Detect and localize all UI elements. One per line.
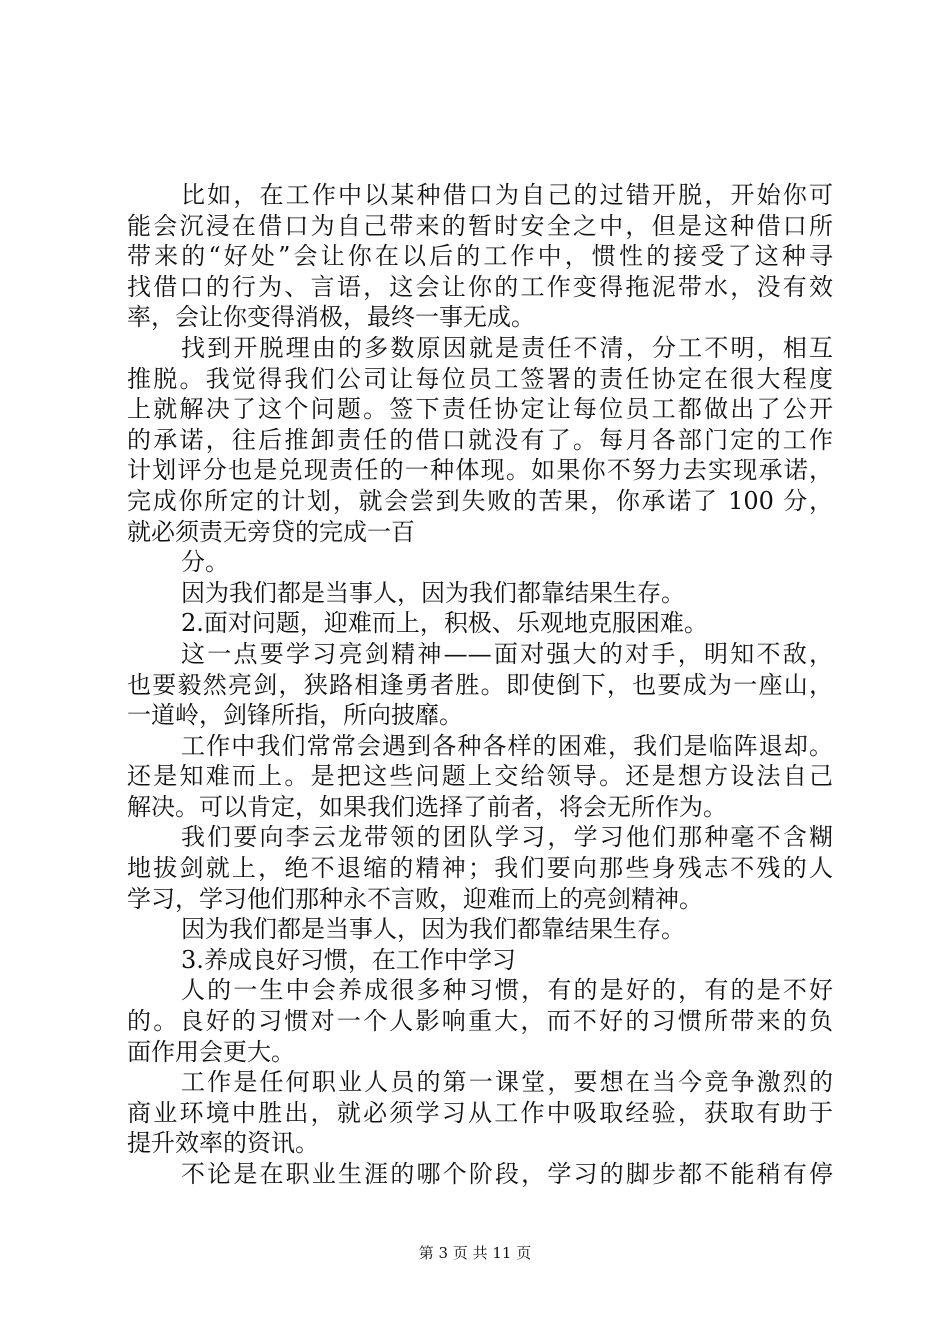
text-line: 2.面对问题，迎难而上，积极、乐观地克服困难。	[181, 609, 708, 638]
text-line: 人的一生中会养成很多种习惯，有的是好的，有的是不好	[181, 976, 833, 1005]
text-line: 3.养成良好习惯，在工作中学习	[181, 945, 516, 974]
text-line: 还是知难而上。是把这些问题上交给领导。还是想方设法自己	[127, 762, 833, 791]
text-line: 这一点要学习亮剑精神——面对强大的对手，明知不敌，	[181, 639, 833, 668]
text-line: 推脱。我觉得我们公司让每位员工签署的责任协定在很大程度	[127, 364, 833, 393]
text-line: 因为我们都是当事人，因为我们都靠结果生存。	[181, 915, 685, 944]
text-line: 工作是任何职业人员的第一课堂，要想在当今竞争激烈的	[181, 1068, 833, 1097]
text-line: 的承诺，往后推卸责任的借口就没有了。每月各部门定的工作	[127, 425, 833, 454]
text-line: 不论是在职业生涯的哪个阶段，学习的脚步都不能稍有停	[181, 1160, 833, 1188]
text-line: 商业环境中胜出，就必须学习从工作中吸取经验，获取有助于	[127, 1098, 833, 1127]
text-line: 地拔剑就上，绝不退缩的精神；我们要向那些身残志不残的人	[127, 854, 833, 883]
text-line: 也要毅然亮剑，狭路相逢勇者胜。即使倒下，也要成为一座山，	[127, 670, 833, 699]
text-line: 找到开脱理由的多数原因就是责任不清，分工不明，相互	[181, 333, 833, 362]
text-line: 带来的“好处”会让你在以后的工作中，惯性的接受了这种寻	[127, 242, 833, 271]
text-line: 找借口的行为、言语，这会让你的工作变得拖泥带水，没有效	[127, 272, 833, 301]
text-line: 因为我们都是当事人，因为我们都靠结果生存。	[181, 578, 685, 607]
text-line: 一道岭，剑锋所指，所向披靡。	[127, 701, 463, 730]
text-line: 提升效率的资讯。	[127, 1129, 319, 1158]
text-line: 就必须责无旁贷的完成一百	[127, 517, 415, 546]
text-line: 完成你所定的计划，就会尝到失败的苦果，你承诺了 100 分，	[127, 486, 833, 515]
text-line: 分。	[181, 548, 229, 577]
text-line: 能会沉浸在借口为自己带来的暂时安全之中，但是这种借口所	[127, 211, 833, 240]
text-line: 的。良好的习惯对一个人影响重大，而不好的习惯所带来的负	[127, 1007, 833, 1036]
text-line: 上就解决了这个问题。签下责任协定让每位员工都做出了公开	[127, 395, 833, 424]
text-line: 率，会让你变得消极，最终一事无成。	[127, 303, 535, 332]
document-body	[127, 180, 833, 1190]
page-footer: 第 3 页 共 11 页	[418, 1244, 532, 1262]
text-line: 我们要向李云龙带领的团队学习，学习他们那种毫不含糊	[181, 823, 833, 852]
text-line: 比如，在工作中以某种借口为自己的过错开脱，开始你可	[181, 181, 833, 209]
text-line: 工作中我们常常会遇到各种各样的困难，我们是临阵退却。	[181, 731, 833, 760]
text-line: 解决。可以肯定，如果我们选择了前者，将会无所作为。	[127, 792, 727, 821]
text-line: 计划评分也是兑现责任的一种体现。如果你不努力去实现承诺，	[127, 456, 833, 485]
text-line: 学习，学习他们那种永不言败，迎难而上的亮剑精神。	[127, 884, 703, 913]
text-line: 面作用会更大。	[127, 1037, 295, 1066]
